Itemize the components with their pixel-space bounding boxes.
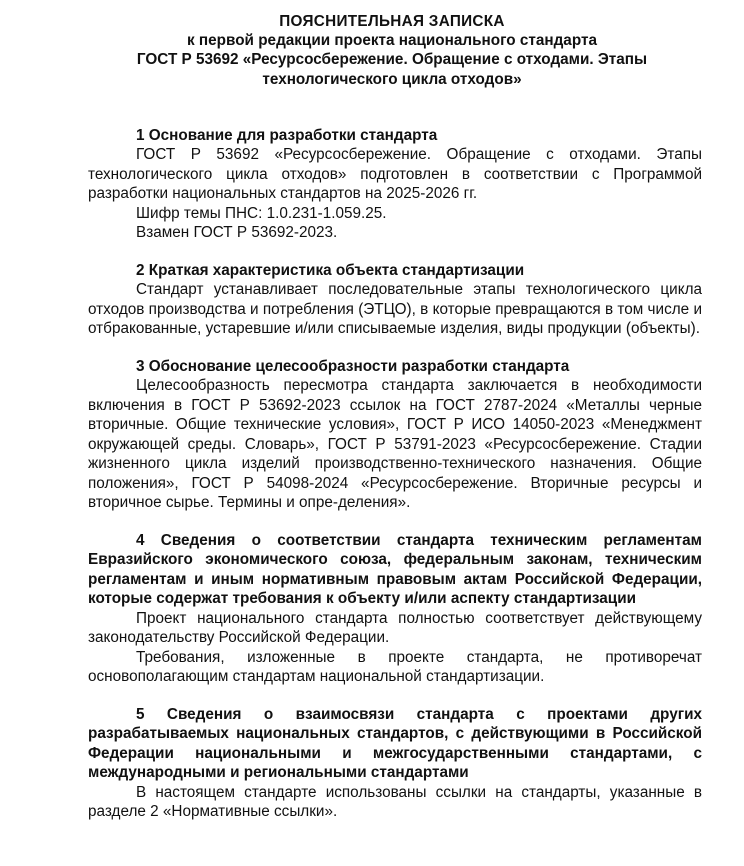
- section-3-heading: 3 Обоснование целесообразности разработки стандарта: [136, 357, 570, 375]
- section-4-paragraph-2: Требования, изложенные в проекте стандарта, не противоречат основополагающим стандартам национальной стандартизации.: [88, 648, 702, 686]
- section-2-paragraph-1: Стандарт устанавливает последовательные этапы технологического цикла отходов производства и потребления (ЭТЦО), в которые превращаются в том числе и отбракованные, устаревшие и/или списываемые изделия, виды продукции (объекты).: [88, 281, 702, 338]
- section-3: [88, 357, 702, 513]
- section-1-heading: 1 Основание для разработки стандарта: [136, 126, 438, 144]
- section-1-paragraph-1: ГОСТ Р 53692 «Ресурсосбережение. Обращение с отходами. Этапы технологического цикла отходов» подготовлен в соответствии с Программой разработки национальных стандартов на 2025-2026 гг.: [88, 146, 702, 203]
- title-line-4: технологического цикла отходов»: [262, 70, 522, 88]
- document-title: [82, 12, 702, 89]
- section-4: [88, 531, 702, 687]
- title-line-2: к первой редакции проекта национального стандарта: [187, 32, 597, 50]
- section-2-heading: 2 Краткая характеристика объекта стандартизации: [136, 261, 525, 279]
- section-4-heading: 4 Сведения о соответствии стандарта техническим регламентам Евразийского экономического союза, федеральным законам, техническим регламентам и иным нормативным правовым актам Российской Федерации, которые содержат требования к объекту и/или аспекту стандартизации: [88, 531, 702, 608]
- section-1-paragraph-3: Взамен ГОСТ Р 53692-2023.: [136, 224, 338, 242]
- section-2: [88, 261, 702, 339]
- section-3-paragraph-1: Целесообразность пересмотра стандарта заключается в необходимости включения в ГОСТ Р 53692-2023 ссылок на ГОСТ 2787-2024 «Металлы черные вторичные. Общие технические условия», ГОСТ Р ИСО 14050-2023 «Менеджмент окружающей среды. Словарь», ГОСТ Р 53791-2023 «Ресурсосбережение. Стадии жизненного цикла изделий производственно-технического назначения. Общие положения», ГОСТ Р 54098-2024 «Ресурсосбережение. Вторичные ресурсы и вторичное сырье. Термины и опре-деления».: [88, 377, 702, 512]
- section-1: [88, 126, 702, 243]
- section-1-paragraph-2: Шифр темы ПНС: 1.0.231-1.059.25.: [136, 204, 387, 222]
- section-5-paragraph-1: В настоящем стандарте использованы ссылки на стандарты, указанные в разделе 2 «Нормативные ссылки».: [88, 783, 702, 821]
- section-5-heading: 5 Сведения о взаимосвязи стандарта с проектами других разрабатываемых национальных стандартов, с действующими в Российской Федерации национальными и межгосударственными стандартами, с международными и региональными стандартами: [88, 705, 702, 782]
- title-line-1: ПОЯСНИТЕЛЬНАЯ ЗАПИСКА: [279, 13, 505, 30]
- title-line-3: ГОСТ Р 53692 «Ресурсосбережение. Обращение с отходами. Этапы: [136, 51, 648, 69]
- section-5: [88, 705, 702, 822]
- section-4-paragraph-1: Проект национального стандарта полностью соответствует действующему законодательству Российской Федерации.: [88, 609, 702, 647]
